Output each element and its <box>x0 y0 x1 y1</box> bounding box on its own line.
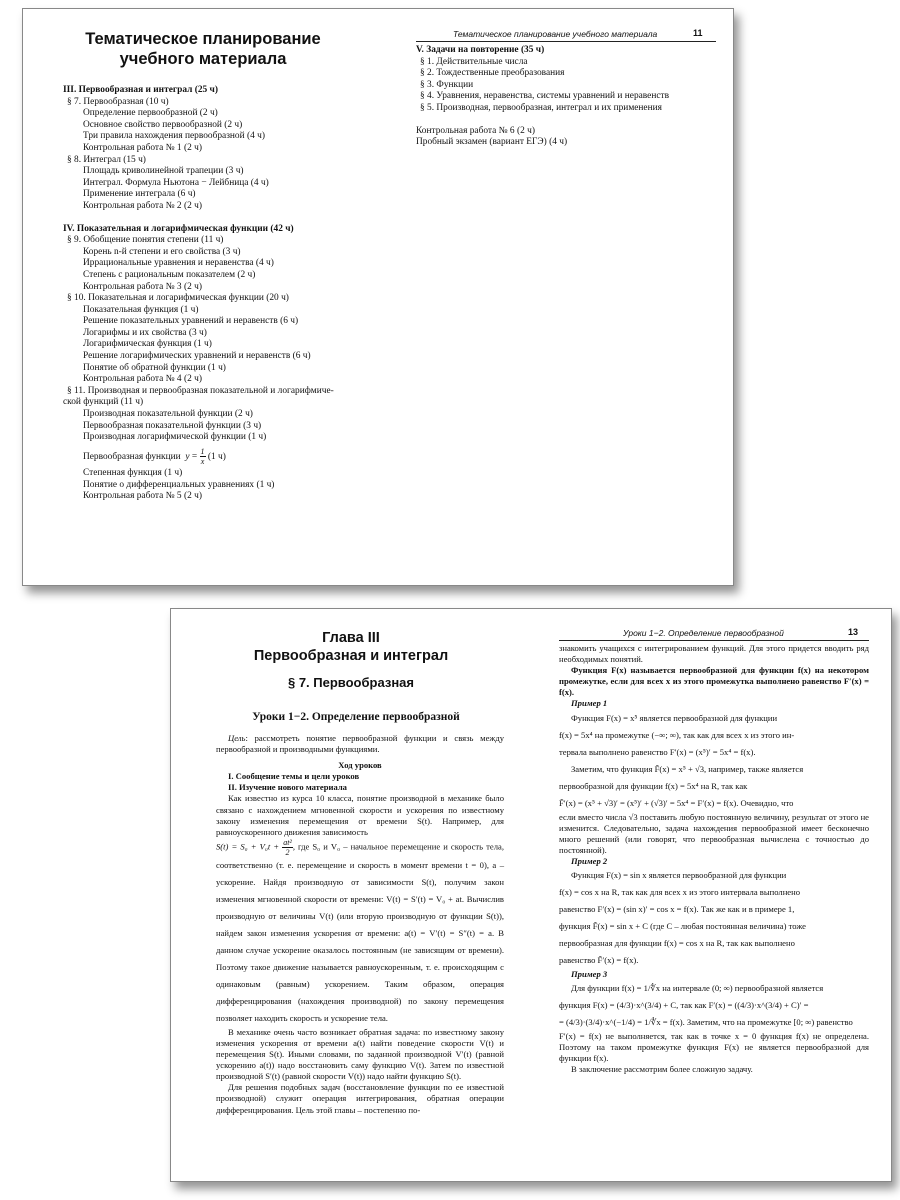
toc-item: Площадь криволинейной трапеции (3 ч) <box>83 166 244 177</box>
formula-line: функция F̃(x) = sin x + C (где C – любая постоянная величина) тоже <box>559 921 806 932</box>
toc-item: § 9. Обобщение понятия степени (11 ч) <box>67 235 224 246</box>
page-title: Тематическое планирование учебного материала <box>85 30 321 68</box>
paragraph: В механике очень часто возникает обратная задача: по известному закону изменения ускорения от времени a(t) найти поведение скорости V(t) и перемещения S(t). Иными словами, по заданной производной V′(t) (равной ускорению a(t)) надо восстановить саму функцию V(t). Затем по известной производной S′(t) (равной скорости V(t)) надо найти функцию S(t). <box>216 1026 504 1082</box>
planning-page <box>22 8 734 586</box>
toc-item: Контрольная работа № 3 (2 ч) <box>83 281 202 292</box>
toc-item: § 3. Функции <box>420 79 474 90</box>
toc-item: Степень с рациональным показателем (2 ч) <box>83 269 256 280</box>
right-column-text <box>559 643 869 1076</box>
header-rule <box>559 640 869 641</box>
header-rule <box>416 41 716 42</box>
lesson-heading: Уроки 1−2. Определение первообразной <box>252 711 460 723</box>
fraction-at2-over-2: $\frac{\text{at²}}{2}$ <box>283 837 292 857</box>
formula-line: Функция F(x) = x⁵ является первообразной для функции <box>571 712 778 723</box>
toc-item: Понятие об обратной функции (1 ч) <box>83 362 226 373</box>
formula-line: F̃′(x) = (x⁵ + √3)′ = (x⁵)′ + (√3)′ = 5x⁴ = F′(x) = f(x). Очевидно, что <box>559 797 794 808</box>
formula-line: Для функции f(x) = 1/∜x на интервале (0; ∞) первообразной является <box>571 983 824 994</box>
formula-line: функция F(x) = (4/3)·x^(3/4) + C, так как F′(x) = ((4/3)·x^(3/4) + C)′ = <box>559 1000 809 1011</box>
formula-line: Заметим, что функция F̃(x) = x⁵ + √3, например, также является <box>571 763 804 774</box>
lesson-page <box>170 608 892 1182</box>
toc-item: Степенная функция (1 ч) <box>83 468 183 478</box>
subheading-2: II. Изучение нового материала <box>228 782 347 793</box>
toc-right-column <box>416 45 716 149</box>
example-label: Пример 3 <box>571 969 608 980</box>
toc-item: Контрольная работа № 6 (2 ч) <box>416 125 535 136</box>
goal-paragraph: Цель: рассмотреть понятие первообразной функции и связь между первообразной и производными функциями. <box>216 733 504 755</box>
toc-item: Определение первообразной (2 ч) <box>83 108 218 119</box>
page-number: 11 <box>693 28 703 38</box>
toc-item: Решение логарифмических уравнений и неравенств (6 ч) <box>83 351 311 362</box>
formula-line: первообразная для функции f(x) = cos x на R, так как выполнено <box>559 938 795 949</box>
toc-item: Логарифмы и их свойства (3 ч) <box>83 327 207 338</box>
toc-item: Контрольная работа № 2 (2 ч) <box>83 200 202 211</box>
page-number: 13 <box>848 627 859 637</box>
definition: Функция F(x) называется первообразной для функции f(x) на некотором промежутке, если для всех x из этого промежутка выполнено равенство F′(x) = f(x). <box>559 665 869 698</box>
paragraph: знакомить учащихся с интегрированием функций. Для этого придется вводить ряд необходимых понятий. <box>559 643 869 665</box>
toc-item-primitive: Первообразная функции y = $\frac{1}{x}$ (1 ч) <box>83 447 226 467</box>
toc-section-heading: V. Задачи на повторение (35 ч) <box>416 45 545 55</box>
paragraph: Как известно из курса 10 класса, понятие производной в механике было связано с нахождением мгновенной скорости и ускорения по известному закону изменения перемещения от времени S(t). Например, для равноускоренного движения зависимость <box>216 793 504 837</box>
formula-line: равенство F̃′(x) = f(x). <box>559 955 639 966</box>
toc-item: Пробный экзамен (вариант ЕГЭ) (4 ч) <box>416 137 568 148</box>
toc-item: Контрольная работа № 5 (2 ч) <box>83 491 202 502</box>
toc-item: Основное свойство первообразной (2 ч) <box>83 119 243 130</box>
subheading-1: I. Сообщение темы и цели уроков <box>228 771 360 782</box>
toc-item: § 1. Действительные числа <box>420 56 528 67</box>
formula-line: Функция F(x) = sin x является первообразной для функции <box>571 870 787 881</box>
course-heading: Ход уроков <box>338 760 382 771</box>
toc-item: Решение показательных уравнений и неравенств (6 ч) <box>83 316 299 327</box>
toc-item: Иррациональные уравнения и неравенства (4 ч) <box>83 258 274 269</box>
toc-item: Контрольная работа № 4 (2 ч) <box>83 374 202 385</box>
toc-section-heading: IV. Показательная и логарифмическая функции (42 ч) <box>63 223 294 234</box>
toc-item: Производная показательной функции (2 ч) <box>83 409 253 420</box>
chapter-heading: Глава III Первообразная и интеграл <box>253 630 449 664</box>
toc-item: Логарифмическая функция (1 ч) <box>83 339 212 350</box>
paragraph: если вместо числа √3 поставить любую постоянную величину, результат от этого не изменится. Следовательно, задача нахождения первообразной имеет бесконечно много решений (или говорят, что первообразная вычислена с точностью до постоянной). <box>559 811 869 855</box>
paragraph: В заключение рассмотрим более сложную задачу. <box>571 1064 753 1075</box>
toc-spacer <box>63 213 393 224</box>
toc-item: Три правила нахождения первообразной (4 ч) <box>83 131 265 142</box>
running-head: Уроки 1−2. Определение первообразной <box>623 628 784 638</box>
toc-item: Интеграл. Формула Ньютона − Лейбница (4 ч) <box>83 177 269 188</box>
formula-line: f(x) = cos x на R, так как для всех x из этого интервала выполнено <box>559 887 801 898</box>
example-label: Пример 1 <box>571 698 608 709</box>
left-column-text <box>216 733 504 1116</box>
toc-spacer <box>416 115 716 126</box>
toc-item: Корень n-й степени и его свойства (3 ч) <box>83 246 241 257</box>
fraction-one-over-x: $\frac{1}{x}$ <box>200 447 205 467</box>
toc-item: § 7. Первообразная (10 ч) <box>67 96 169 107</box>
section-heading: § 7. Первообразная <box>287 675 414 690</box>
running-head: Тематическое планирование учебного материала <box>453 29 658 39</box>
formula-line: первообразной для функции f(x) = 5x⁴ на R, так как <box>559 780 748 791</box>
toc-item: Понятие о дифференциальных уравнениях (1 ч) <box>83 479 275 490</box>
toc-item: Первообразная показательной функции (3 ч) <box>83 420 262 431</box>
paragraph: Для решения подобных задач (восстановление функции по ее известной производной) служит операция интегрирования, обратная операции дифференцирования. Цель этой главы – постепенно по- <box>216 1082 504 1115</box>
example-label: Пример 2 <box>571 855 608 866</box>
toc-item: ской функций (11 ч) <box>63 397 144 408</box>
toc-item: Производная логарифмической функции (1 ч) <box>83 432 267 443</box>
toc-item: Применение интеграла (6 ч) <box>83 189 196 200</box>
formula-line: f(x) = 5x⁴ на промежутке (−∞; ∞), так как для всех x из этого ин- <box>559 729 795 740</box>
toc-item: § 8. Интеграл (15 ч) <box>67 154 146 165</box>
toc-item: § 11. Производная и первообразная показательной и логарифмиче- <box>67 385 334 396</box>
formula-paragraph: S(t) = S₀ + V₀t + $\frac{\text{at²}}{2}$ , где S₀ и V₀ – начальное перемещение и скорость тела, соответственно (т. е. перемещение и скорость в момент времени t = 0), a – ускорение. Найдя производную от зависимости S(t), получим закон изменения мгновенной скорости от времени: V(t) = S′(t) = V₀ + at. Вычислив производную от величины V(t) (или вторую производную от функции S(t)), найдем закон изменения ускорения от времени: a(t) = V′(t) = S″(t) = a. В данном случае ускорение оказалось постоянным (не зависящим от времени). Поэтому такое движение называется равноускоренным, т. е. происходящим с одинаковым (равным) ускорением. Таким образом, операция дифференцирования (нахождения производной) по закону перемещения позволяет находить скорость и ускорение тела. <box>216 837 504 1023</box>
toc-item: Контрольная работа № 1 (2 ч) <box>83 142 202 153</box>
formula-line: тервала выполнено равенство F′(x) = (x⁵)′ = 5x⁴ = f(x). <box>559 746 756 757</box>
toc-item: Показательная функция (1 ч) <box>83 304 199 315</box>
toc-left-tail <box>63 446 393 503</box>
toc-item: § 10. Показательная и логарифмическая функции (20 ч) <box>67 293 289 304</box>
formula-line: равенство F′(x) = (sin x)′ = cos x = f(x). Так же как и в примере 1, <box>559 904 795 915</box>
paragraph: F′(x) = f(x) не выполняется, так как в точке x = 0 функция f(x) не определена. Поэтому на таком промежутке функция F(x) не является первообразной для функции f(x). <box>559 1031 869 1064</box>
toc-item: § 5. Производная, первообразная, интеграл и их применения <box>420 102 662 113</box>
toc-item: § 2. Тождественные преобразования <box>420 68 565 79</box>
formula-line: = (4/3)·(3/4)·x^(−1/4) = 1/∜x = f(x). Заметим, что на промежутке [0; ∞) равенство <box>559 1017 853 1028</box>
toc-section-heading: III. Первообразная и интеграл (25 ч) <box>63 85 218 95</box>
toc-left-column <box>63 85 393 444</box>
toc-item: § 4. Уравнения, неравенства, системы уравнений и неравенств <box>420 91 670 102</box>
